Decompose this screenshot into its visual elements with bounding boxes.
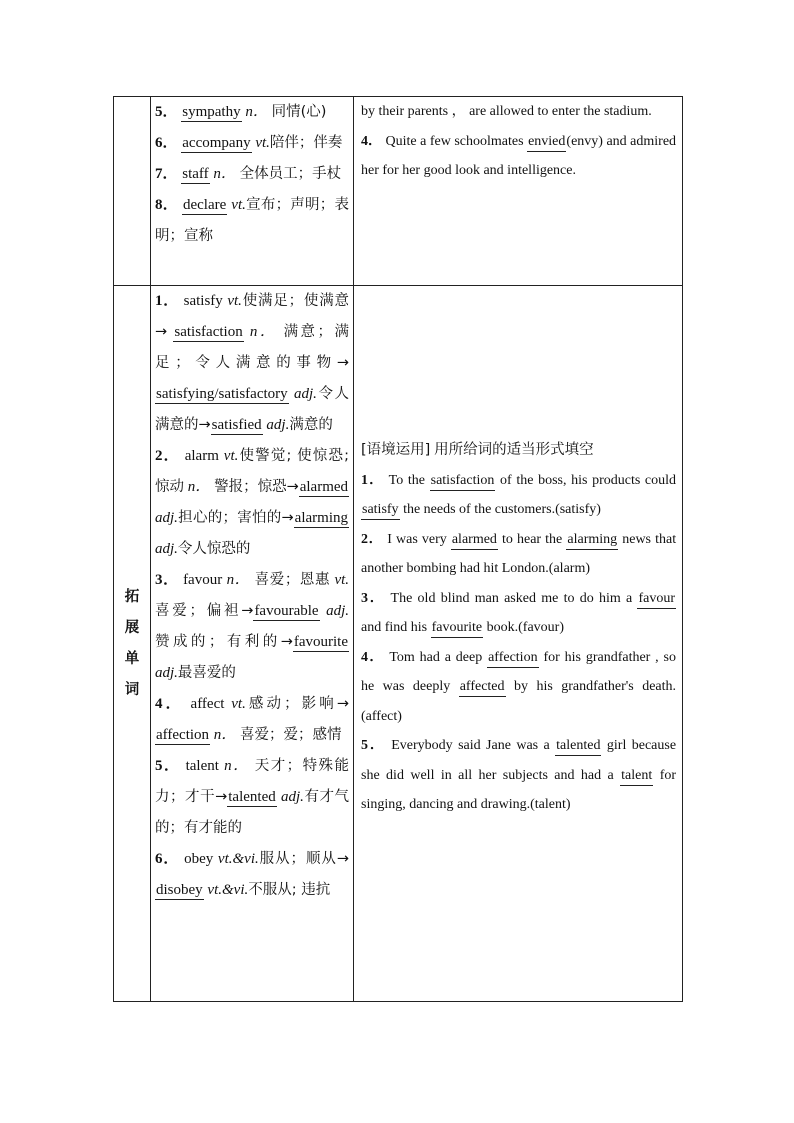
exercise-item xyxy=(361,584,676,643)
section-label-char: 单 xyxy=(124,650,140,667)
answer-blank: favourite xyxy=(431,619,484,638)
section-label-cell xyxy=(114,286,151,1002)
vocab-word: talent xyxy=(185,758,219,774)
meaning: 天才；特殊能力；才干→ xyxy=(155,758,349,805)
meaning: 令人满意的→ xyxy=(155,386,349,433)
part-of-speech: n． xyxy=(213,727,237,743)
meaning: 全体员工；手杖 xyxy=(239,166,342,182)
part-of-speech: vt. xyxy=(223,448,239,464)
meaning: 喜爱；偏袒→ xyxy=(155,603,254,619)
exercise-text: book.(favour) xyxy=(486,620,565,635)
vocab-item xyxy=(155,441,349,565)
vocab-word: affect xyxy=(190,696,225,712)
part-of-speech: vt. xyxy=(334,572,350,588)
item-number: 4． xyxy=(361,649,385,665)
answer-blank: alarming xyxy=(566,531,618,550)
part-of-speech: adj. xyxy=(281,789,304,805)
part-of-speech: n． xyxy=(187,479,211,495)
part-of-speech: adj. xyxy=(293,386,317,402)
item-number: 1． xyxy=(361,472,385,488)
heading-text: 用所给词的适当形式填空 xyxy=(434,442,594,458)
exercise-item xyxy=(361,466,676,525)
vocab-word: favour xyxy=(183,572,223,588)
item-number: 3． xyxy=(361,590,386,606)
part-of-speech: vt. xyxy=(231,696,246,712)
vocab-item xyxy=(155,565,349,689)
part-of-speech: n． xyxy=(224,758,250,774)
part-of-speech: adj. xyxy=(155,665,178,681)
exercise-text: Tom had a deep xyxy=(389,649,483,665)
vocab-word: accompany xyxy=(182,135,251,151)
part-of-speech: vt. xyxy=(255,135,270,151)
table-row xyxy=(114,97,683,286)
exercise-text: Quite a few schoolmates xyxy=(385,133,524,149)
part-of-speech: n． xyxy=(245,104,268,120)
vocab-item xyxy=(155,689,349,751)
exercise-cell xyxy=(354,97,683,286)
section-label-char: 词 xyxy=(124,681,140,698)
item-number: 4． xyxy=(155,696,184,712)
answer-blank: satisfy xyxy=(361,501,400,520)
item-number: 6． xyxy=(155,135,178,151)
meaning: 赞成的；有利的→ xyxy=(155,634,293,650)
answer-blank: favour xyxy=(637,590,676,609)
exercise-item xyxy=(361,127,676,186)
exercise-text: Everybody said Jane was a xyxy=(391,738,550,753)
answer-blank: alarmed xyxy=(451,531,498,550)
vocab-word: satisfy xyxy=(183,293,223,309)
side-cell-empty xyxy=(114,97,151,286)
part-of-speech: vt.&vi. xyxy=(207,882,249,898)
answer-blank: favourite xyxy=(293,634,348,650)
context-exercise-cell xyxy=(354,286,683,1002)
answer-blank: affected xyxy=(459,678,506,697)
meaning: 不服从; 违抗 xyxy=(248,882,331,898)
answer-blank: satisfaction xyxy=(174,324,243,340)
exercise-heading xyxy=(361,436,676,466)
vocab-word: sympathy xyxy=(182,104,241,120)
item-number: 1． xyxy=(155,293,180,309)
exercise-text: (envy) and admired her for her good look and intelligence. xyxy=(361,133,677,178)
item-number: 7． xyxy=(155,166,178,182)
part-of-speech: adj. xyxy=(266,417,290,433)
section-label xyxy=(114,286,150,1001)
part-of-speech: adj. xyxy=(155,541,178,557)
answer-blank: talented xyxy=(555,737,601,756)
part-of-speech: n． xyxy=(249,324,278,340)
answer-blank: satisfied xyxy=(211,417,262,433)
meaning: 使警觉; 使惊恐; 惊动 xyxy=(155,448,349,495)
exercise-text: The old blind man asked me to do him a xyxy=(390,590,633,606)
part-of-speech: adj. xyxy=(326,603,350,619)
meaning: 感动；影响→ xyxy=(245,696,350,712)
answer-blank: envied xyxy=(527,133,566,152)
exercise-text: I was very xyxy=(387,531,447,547)
answer-blank: alarmed xyxy=(299,479,349,495)
exercise-item xyxy=(361,643,676,732)
exercise-text: news that another bombing had hit London.(alarm) xyxy=(361,531,677,576)
answer-blank: satisfying/satisfactory xyxy=(156,386,288,402)
exercise-text: girl because she did well in all her subjects and had a xyxy=(361,738,677,783)
vocab-item xyxy=(155,751,349,844)
part-of-speech: adj. xyxy=(155,510,178,526)
exercise-text: and find his xyxy=(361,620,428,635)
answer-blank: disobey xyxy=(156,882,203,898)
answer-blank: alarming xyxy=(294,510,348,526)
meaning: 同情(心) xyxy=(271,104,327,120)
vocab-table xyxy=(113,96,683,1002)
meaning: 令人惊恐的 xyxy=(177,541,251,557)
vocab-word: obey xyxy=(184,851,214,867)
item-number: 6． xyxy=(155,851,180,867)
item-number: 2． xyxy=(361,531,384,547)
vocab-word: staff xyxy=(182,166,209,182)
answer-blank: affection xyxy=(156,727,210,743)
extended-vocab-cell xyxy=(151,286,354,1002)
exercise-text: To the xyxy=(388,472,425,488)
vocab-list-cell xyxy=(151,97,354,286)
meaning: 满意；满足；令人满意的事物→ xyxy=(155,324,349,371)
exercise-item xyxy=(361,731,676,820)
meaning: 服从；顺从→ xyxy=(258,851,349,867)
exercise-continuation: by their parents ， are allowed to enter the stadium. xyxy=(361,104,652,119)
meaning: 使满足；使满意→ xyxy=(155,293,349,340)
exercise-text: the needs of the customers.(satisfy) xyxy=(403,502,601,517)
exercise-text: of the boss, his products could xyxy=(500,472,677,488)
meaning: 满意的 xyxy=(289,417,333,433)
vocab-item xyxy=(155,97,349,128)
meaning: 有才气的；有才能的 xyxy=(155,789,350,836)
exercise-text: for his grandfather , so he was deeply xyxy=(361,649,676,694)
item-number: 3． xyxy=(155,572,179,588)
part-of-speech: vt. xyxy=(231,197,246,213)
meaning: 喜爱；爱；感情 xyxy=(240,727,342,743)
meaning: 警报；惊恐→ xyxy=(214,479,299,495)
part-of-speech: vt. xyxy=(227,293,242,309)
vocab-item xyxy=(155,286,349,441)
part-of-speech: vt.&vi. xyxy=(217,851,259,867)
section-label-char: 展 xyxy=(124,619,140,636)
item-number: 5． xyxy=(155,104,178,120)
vocab-word: declare xyxy=(182,197,227,213)
vocab-word: alarm xyxy=(184,448,219,464)
item-number: 4． xyxy=(361,133,383,149)
vocab-item xyxy=(155,128,349,159)
item-number: 2． xyxy=(155,448,180,464)
meaning: 陪伴；伴奏 xyxy=(269,135,343,151)
answer-blank: affection xyxy=(487,649,539,668)
vocab-item xyxy=(155,159,349,190)
exercise-item xyxy=(361,525,676,584)
meaning: 宣布；声明；表明；宣称 xyxy=(155,197,350,244)
item-number: 5． xyxy=(155,758,181,774)
table-row xyxy=(114,286,683,1002)
meaning: 最喜爱的 xyxy=(177,665,236,681)
heading-bracket: [语境运用] xyxy=(361,442,431,458)
answer-blank: favourable xyxy=(254,603,319,619)
vocab-item xyxy=(155,844,349,906)
answer-blank: talent xyxy=(620,767,653,786)
answer-blank: satisfaction xyxy=(430,472,496,491)
exercise-text: to hear the xyxy=(502,531,563,547)
part-of-speech: n． xyxy=(226,572,251,588)
part-of-speech: n． xyxy=(213,166,236,182)
exercise-text: for singing, dancing and drawing.(talent) xyxy=(361,767,677,812)
vocab-item xyxy=(155,190,349,252)
meaning: 担心的；害怕的→ xyxy=(177,510,294,526)
item-number: 8． xyxy=(155,197,178,213)
item-number: 5． xyxy=(361,738,386,753)
answer-blank: talented xyxy=(228,789,276,805)
section-label-char: 拓 xyxy=(124,588,140,605)
meaning: 喜爱；恩惠 xyxy=(254,572,331,588)
exercise-text: by his grandfather's death.(affect) xyxy=(361,679,677,724)
